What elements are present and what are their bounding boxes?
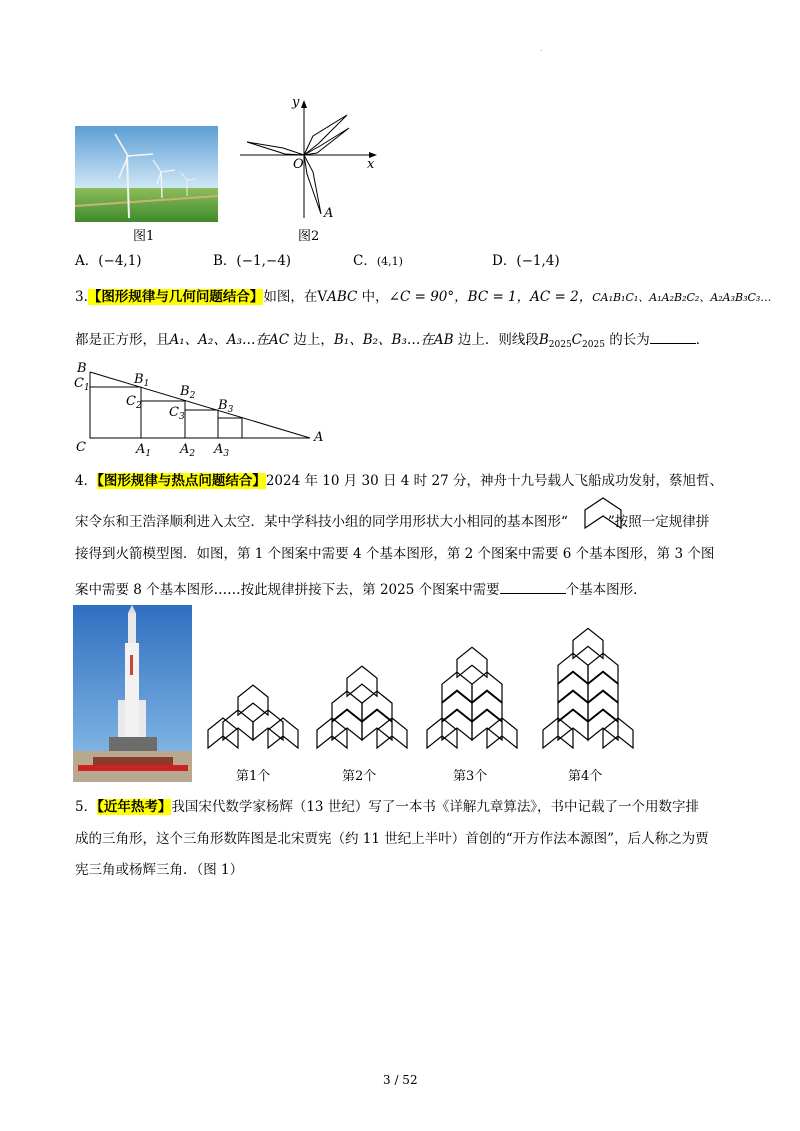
pattern3-body-left: [442, 691, 472, 721]
option-b: B．(−1,−4): [213, 253, 292, 269]
pattern4-body-right: [588, 672, 618, 702]
pattern-caption-1: 第1个: [236, 769, 271, 784]
pattern3-nose: [457, 647, 487, 677]
q5-tag: 【近年热考】: [97, 799, 172, 815]
label-c: C: [76, 440, 86, 455]
q3-answer-blank: [650, 330, 696, 344]
q5-line1: 5．【近年热考】我国宋代数学家杨辉（13 世纪）写了一本书《详解九章算法》，书中记载了一个用数字排: [75, 799, 700, 815]
q4-line4: 案中需要 8 个基本图形……按此规律拼接下去，第 2025 个图案中需要 个基本图形．: [75, 582, 647, 598]
label-c1: $C_1$: [74, 376, 90, 393]
pattern-caption-4: 第4个: [568, 769, 603, 784]
x-axis-label: x: [367, 157, 375, 172]
label-b1: $B_1$: [134, 372, 150, 389]
figure2-caption: 图2: [298, 229, 320, 244]
q5-line3: 宪三角或杨辉三角．（图 1）: [75, 862, 244, 878]
rocket-photo: [73, 605, 192, 782]
option-a: A．(−4,1): [75, 253, 142, 269]
page-number: 3 / 52: [383, 1073, 418, 1087]
pattern-caption-3: 第3个: [453, 769, 488, 784]
pattern2-nose: [347, 666, 377, 696]
q3-tag: 【图形规律与几何问题结合】: [87, 289, 264, 305]
q4-tag: 【图形规律与热点问题结合】: [97, 473, 266, 489]
q3-line1: 3.【图形规律与几何问题结合】如图，在VABC 中，∠C = 90°，BC = 1，AC = 2，CA₁B₁C₁、A₁A₂B₂C₂、A₂A₃B₃C₃…: [75, 289, 772, 305]
label-c2: $C_2$: [126, 394, 142, 411]
q3-squares-figure: [84, 370, 314, 442]
header-dot: .: [540, 44, 543, 53]
pattern4-body-left: [558, 691, 588, 721]
pattern4-body-right: [588, 691, 618, 721]
figure2-coordinate-sketch: [235, 96, 385, 224]
label-b: B: [77, 361, 87, 376]
q4-answer-blank: [500, 580, 566, 594]
wind-turbine-photo: [75, 126, 218, 222]
figure1-caption: 图1: [133, 229, 155, 244]
label-a: A: [314, 430, 324, 445]
point-a-label: A: [324, 206, 334, 221]
label-a2: $A_2$: [180, 442, 196, 459]
origin-label: O: [293, 157, 304, 172]
rocket-pattern-figures: [205, 618, 635, 758]
pattern1-nose: [238, 685, 268, 715]
q3-line2: 都是正方形，且A₁、A₂、A₃…在AC 边上，B₁、B₂、B₃…在AB 边上．则线段$B_{2025}C_{2025}$ 的长为 ．: [75, 332, 710, 350]
pattern3-body-right: [472, 691, 502, 721]
q4-line1: 4．【图形规律与热点问题结合】2024 年 10 月 30 日 4 时 27 分，神舟十九号载人飞船成功发射，蔡旭哲、: [75, 473, 723, 489]
label-c3: $C_3$: [169, 405, 185, 422]
y-axis-label: y: [292, 95, 300, 110]
label-a3: $A_3$: [214, 442, 230, 459]
pattern4-nose: [573, 628, 603, 658]
q4-line2: 宋令东和王浩泽顺利进入太空．某中学科技小组的同学用形状大小相同的基本图形“ ”按照一定规律拼: [75, 514, 710, 530]
label-b2: $B_2$: [180, 384, 196, 401]
q4-line3: 接得到火箭模型图．如图，第 1 个图案中需要 4 个基本图形，第 2 个图案中需要 6 个基本图形，第 3 个图: [75, 546, 715, 562]
q5-line2: 成的三角形，这个三角形数阵图是北宋贾宪（约 11 世纪上半叶）首创的“开方作法本源图”，后人称之为贾: [75, 831, 709, 847]
option-c: C．(4,1): [353, 253, 403, 269]
basic-shape-icon: [583, 496, 623, 530]
option-d: D．(−1,4): [492, 253, 560, 269]
label-b3: $B_3$: [218, 398, 234, 415]
pattern-caption-2: 第2个: [342, 769, 377, 784]
label-a1: $A_1$: [136, 442, 152, 459]
pattern4-body-left: [558, 672, 588, 702]
